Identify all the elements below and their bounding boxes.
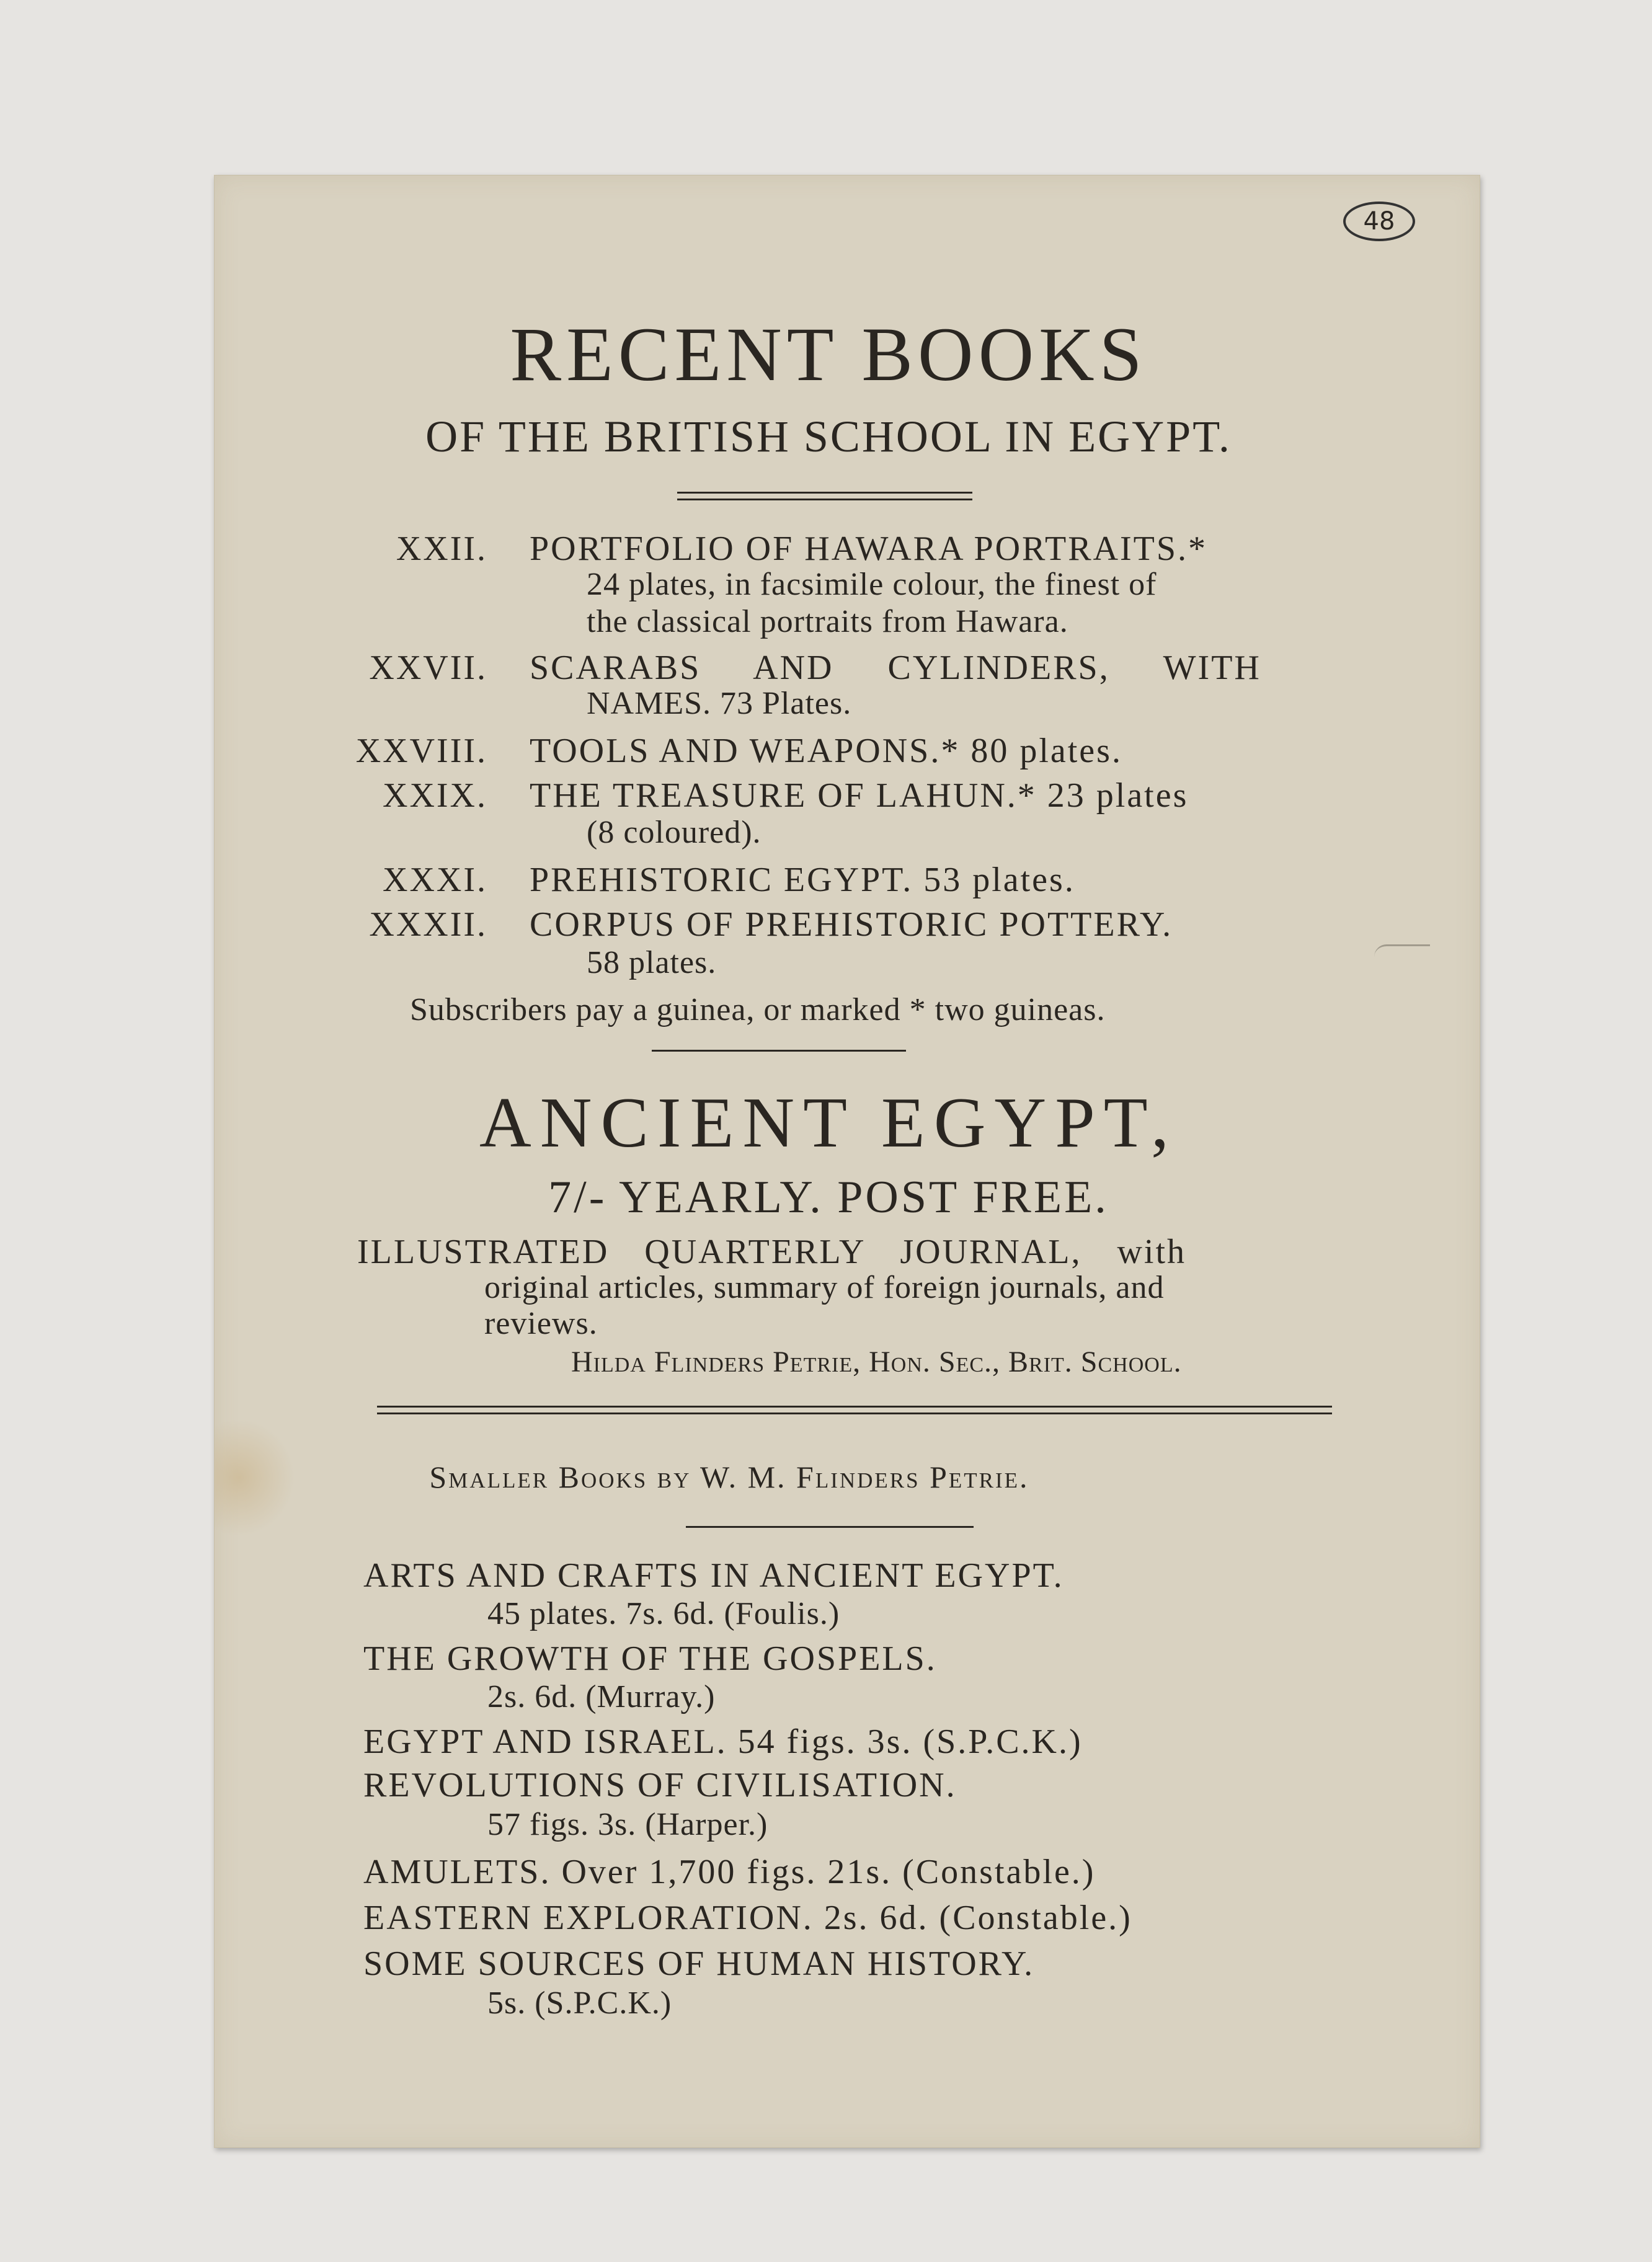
book-numeral: XXVII. [369, 649, 487, 687]
small-book-description: 57 figs. 3s. (Harper.) [487, 1807, 768, 1842]
small-book-title: ARTS AND CRAFTS IN ANCIENT EGYPT. [363, 1556, 1064, 1595]
small-book-title: REVOLUTIONS OF CIVILISATION. [363, 1766, 957, 1804]
book-numeral: XXII. [396, 530, 487, 568]
book-title: SCARABS AND CYLINDERS, WITH [530, 649, 1261, 687]
page-title: RECENT BOOKS [510, 312, 1147, 397]
page-number: 48 [1343, 202, 1415, 241]
small-book-description: 5s. (S.P.C.K.) [487, 1985, 672, 2021]
small-book-description: 2s. 6d. (Murray.) [487, 1679, 716, 1714]
journal-price: 7/- YEARLY. POST FREE. [548, 1172, 1109, 1223]
book-title: CORPUS OF PREHISTORIC POTTERY. [530, 905, 1173, 944]
small-book-description: 45 plates. 7s. 6d. (Foulis.) [487, 1596, 840, 1631]
short-rule [686, 1526, 974, 1528]
book-title: PREHISTORIC EGYPT. 53 plates. [530, 861, 1075, 899]
book-numeral: XXVIII. [355, 732, 487, 770]
book-title: TOOLS AND WEAPONS.* 80 plates. [530, 732, 1122, 770]
page-subtitle: OF THE BRITISH SCHOOL IN EGYPT. [425, 412, 1232, 461]
pencil-mark [1374, 944, 1430, 959]
book-description: (8 coloured). [587, 815, 762, 850]
journal-line: reviews. [484, 1306, 598, 1341]
short-rule [652, 1050, 906, 1052]
book-numeral: XXXI. [383, 861, 487, 899]
small-book-title: THE GROWTH OF THE GOSPELS. [363, 1639, 937, 1678]
small-book-title: SOME SOURCES OF HUMAN HISTORY. [363, 1945, 1035, 1983]
journal-line: original articles, summary of foreign journals, and [484, 1270, 1165, 1305]
small-book-title: AMULETS. Over 1,700 figs. 21s. (Constable.) [363, 1853, 1096, 1891]
book-description: NAMES. 73 Plates. [587, 686, 852, 721]
section-heading: Smaller Books by W. M. Flinders Petrie. [429, 1460, 1029, 1494]
document-page [214, 175, 1480, 2148]
double-rule [377, 1406, 1332, 1414]
small-book-title: EASTERN EXPLORATION. 2s. 6d. (Constable.) [363, 1899, 1132, 1937]
book-title: THE TREASURE OF LAHUN.* 23 plates [530, 776, 1189, 815]
subscribers-note: Subscribers pay a guinea, or marked * two guineas. [410, 992, 1106, 1027]
double-rule [677, 492, 972, 500]
book-numeral: XXXII. [369, 905, 487, 944]
journal-title: ANCIENT EGYPT, [479, 1083, 1178, 1163]
journal-secretary: Hilda Flinders Petrie, Hon. Sec., Brit. School. [571, 1346, 1182, 1378]
book-description: 58 plates. [587, 945, 717, 980]
journal-line: ILLUSTRATED QUARTERLY JOURNAL, with [357, 1233, 1187, 1271]
book-description: 24 plates, in facsimile colour, the finest of [587, 567, 1157, 602]
book-description: the classical portraits from Hawara. [587, 604, 1068, 639]
book-numeral: XXIX. [383, 776, 487, 815]
book-title: PORTFOLIO OF HAWARA PORTRAITS.* [530, 530, 1208, 568]
small-book-title: EGYPT AND ISRAEL. 54 figs. 3s. (S.P.C.K.) [363, 1723, 1083, 1761]
